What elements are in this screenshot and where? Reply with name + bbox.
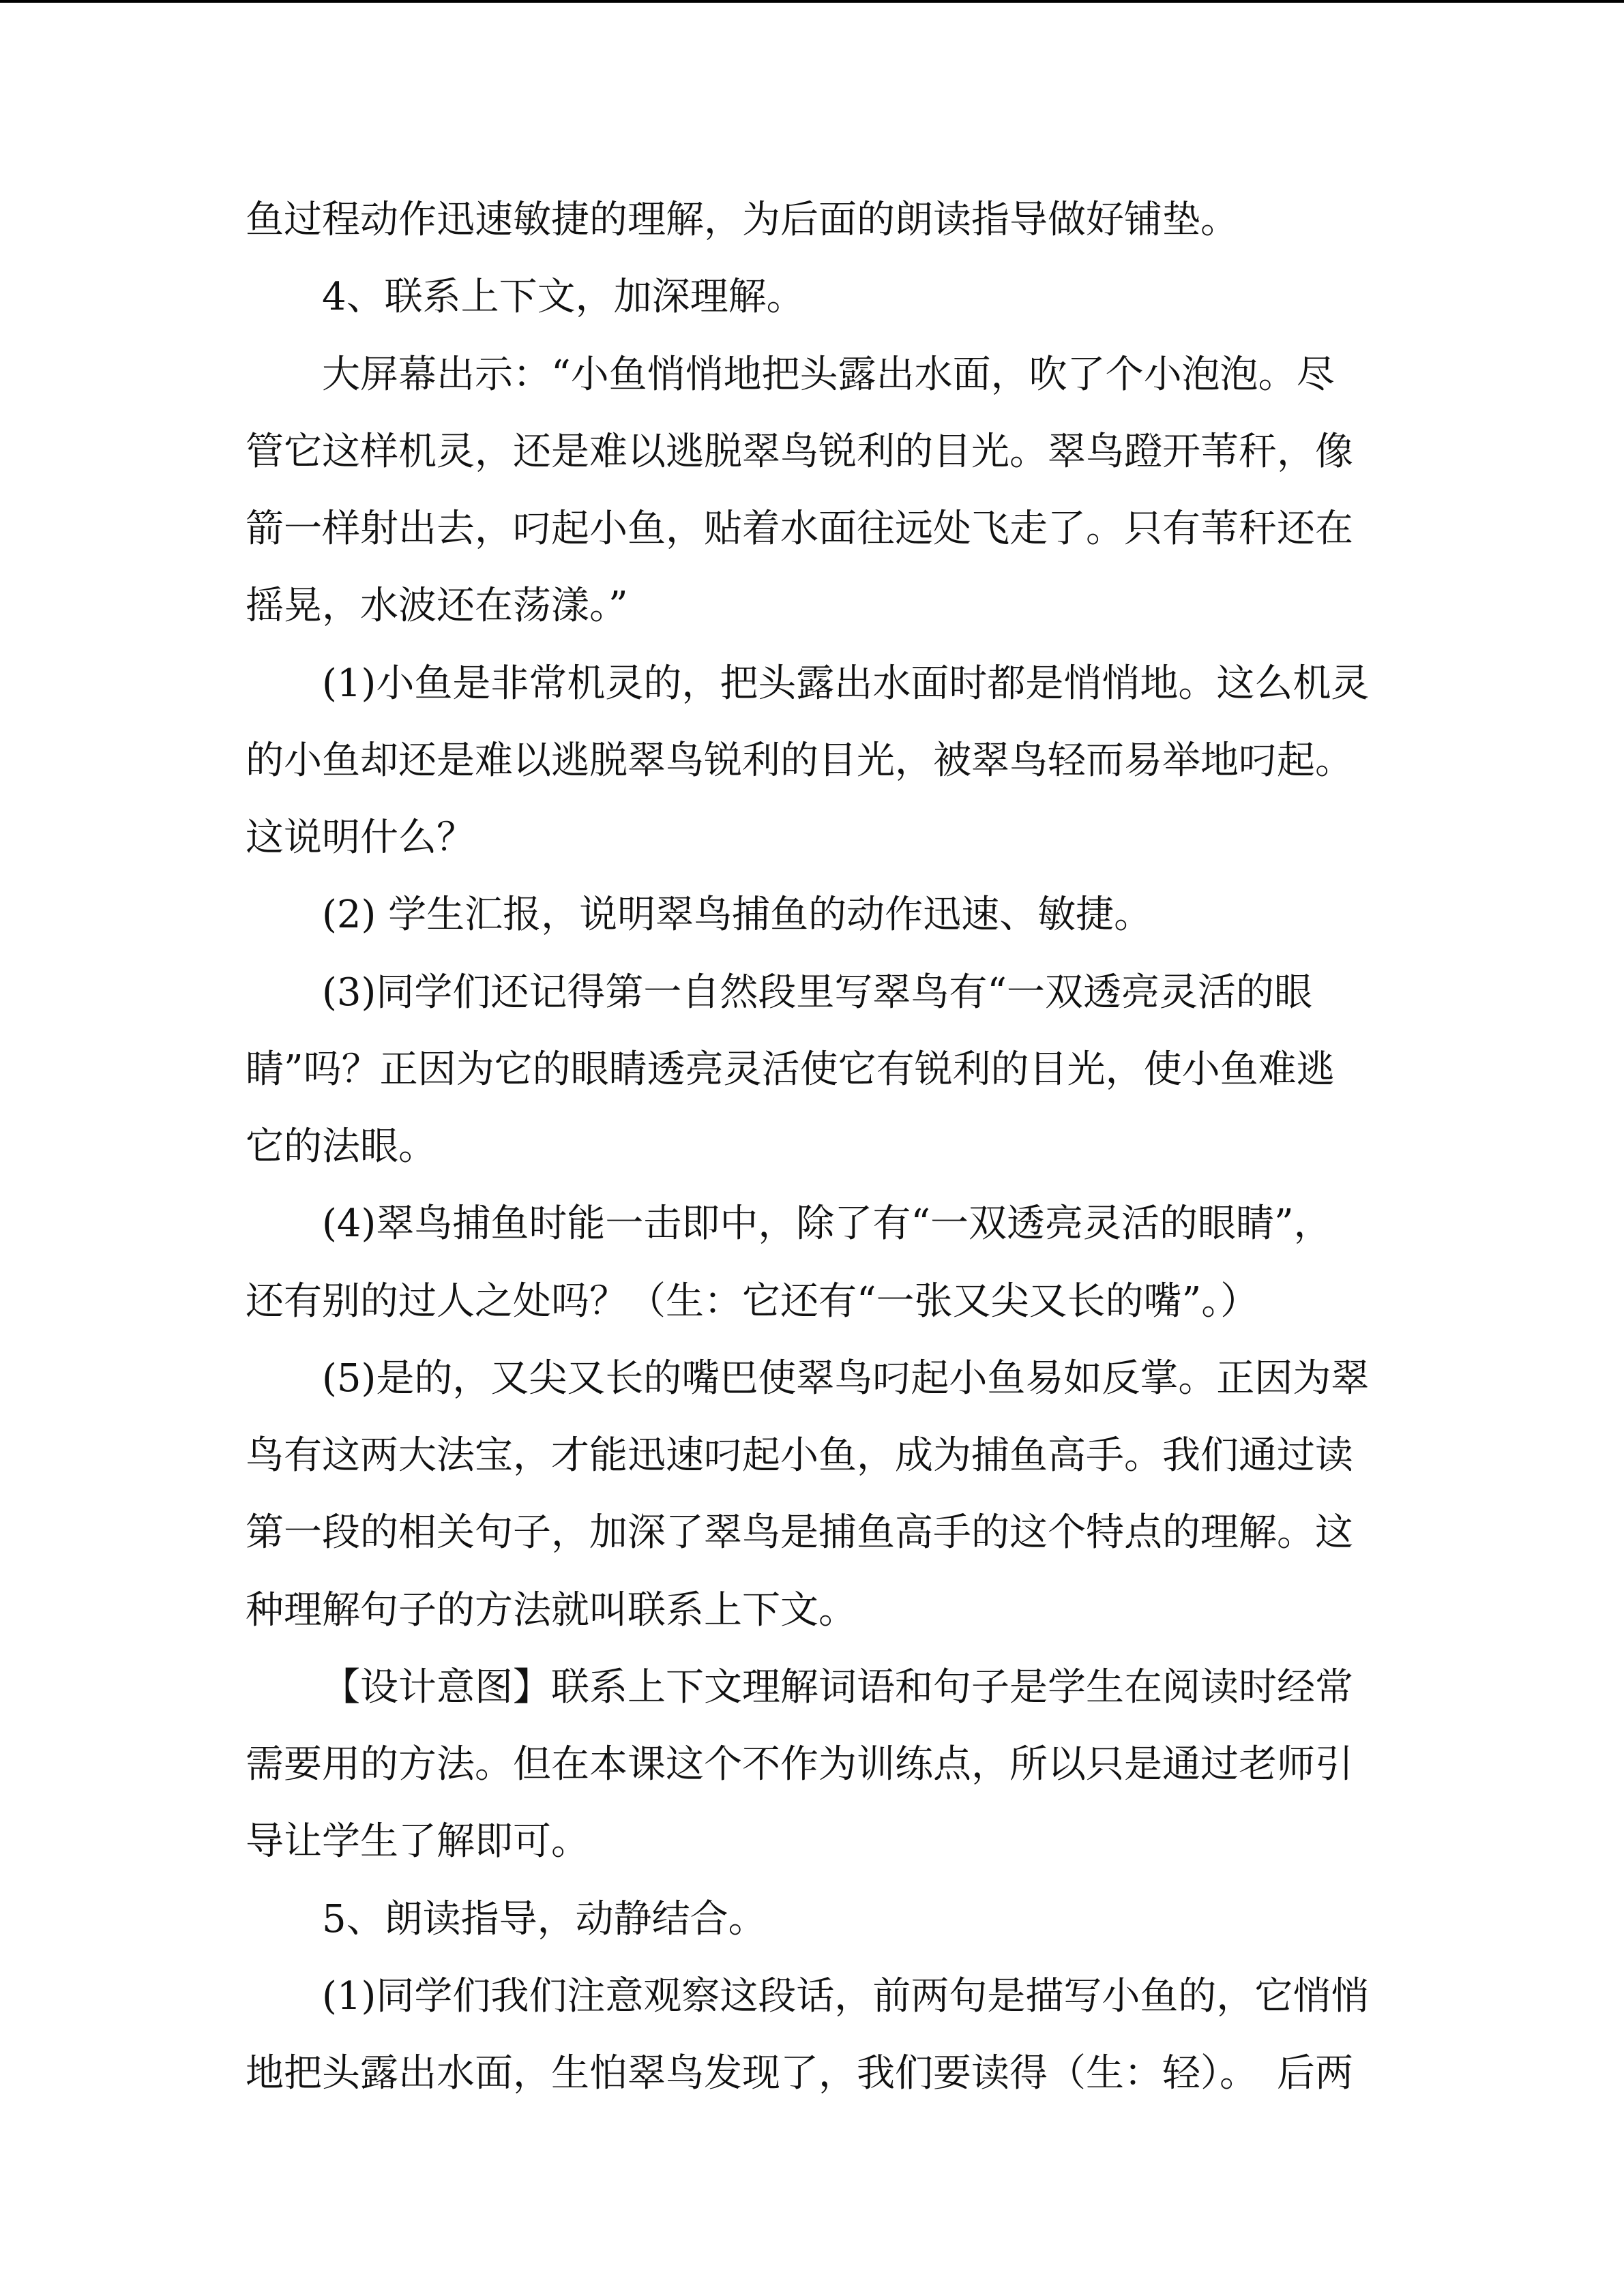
quote-line: 大屏幕出示：“小鱼悄悄地把头露出水面，吹了个小泡泡。尽 xyxy=(322,353,1335,397)
quote-line: 管它这样机灵，还是难以逃脱翠鸟锐利的目光。翠鸟蹬开苇秆，像 xyxy=(246,430,1353,474)
text-line: 种理解句子的方法就叫联系上下文。 xyxy=(246,1588,857,1632)
text-line: (2) 学生汇报，说明翠鸟捕鱼的动作迅速、敏捷。 xyxy=(322,893,1153,937)
section-heading: 5、朗读指导，动静结合。 xyxy=(322,1897,767,1941)
design-intent-line: 【设计意图】联系上下文理解词语和句子是学生在阅读时经常 xyxy=(322,1665,1353,1710)
design-intent-line: 导让学生了解即可。 xyxy=(246,1819,589,1864)
section-heading: 4、联系上下文，加深理解。 xyxy=(322,275,805,319)
quote-line: 箭一样射出去，叼起小鱼，贴着水面往远处飞走了。只有苇秆还在 xyxy=(246,507,1353,551)
text-line: 这说明什么？ xyxy=(246,816,475,860)
text-line: 它的法眼。 xyxy=(246,1124,437,1169)
text-line: 地把头露出水面，生怕翠鸟发现了，我们要读得（生：轻）。 后两 xyxy=(246,2051,1353,2096)
quote-line: 摇晃，水波还在荡漾。” xyxy=(246,584,628,628)
text-line: 的小鱼却还是难以逃脱翠鸟锐利的目光，被翠鸟轻而易举地叼起。 xyxy=(246,739,1353,783)
design-intent-line: 需要用的方法。但在本课这个不作为训练点，所以只是通过老师引 xyxy=(246,1742,1353,1787)
text-line: (4)翠鸟捕鱼时能一击即中，除了有“一双透亮灵活的眼睛”， xyxy=(322,1202,1332,1246)
text-line: (1)同学们我们注意观察这段话，前两句是描写小鱼的，它悄悄 xyxy=(322,1974,1370,2018)
text-line: 还有别的过人之处吗？（生：它还有“一张又尖又长的嘴”。） xyxy=(246,1279,1259,1324)
text-line: (3)同学们还记得第一自然段里写翠鸟有“一双透亮灵活的眼 xyxy=(322,970,1312,1015)
text-line: (5)是的，又尖又长的嘴巴使翠鸟叼起小鱼易如反掌。正因为翠 xyxy=(322,1356,1370,1401)
text-line: 睛”吗？正因为它的眼睛透亮灵活使它有锐利的目光，使小鱼难逃 xyxy=(246,1047,1335,1092)
page-top-border xyxy=(0,0,1624,3)
text-line: 第一段的相关句子，加深了翠鸟是捕鱼高手的这个特点的理解。这 xyxy=(246,1510,1353,1555)
text-line: 鸟有这两大法宝，才能迅速叼起小鱼，成为捕鱼高手。我们通过读 xyxy=(246,1433,1353,1478)
text-line: 鱼过程动作迅速敏捷的理解，为后面的朗读指导做好铺垫。 xyxy=(246,198,1239,242)
text-line: (1)小鱼是非常机灵的，把头露出水面时都是悄悄地。这么机灵 xyxy=(322,661,1370,706)
